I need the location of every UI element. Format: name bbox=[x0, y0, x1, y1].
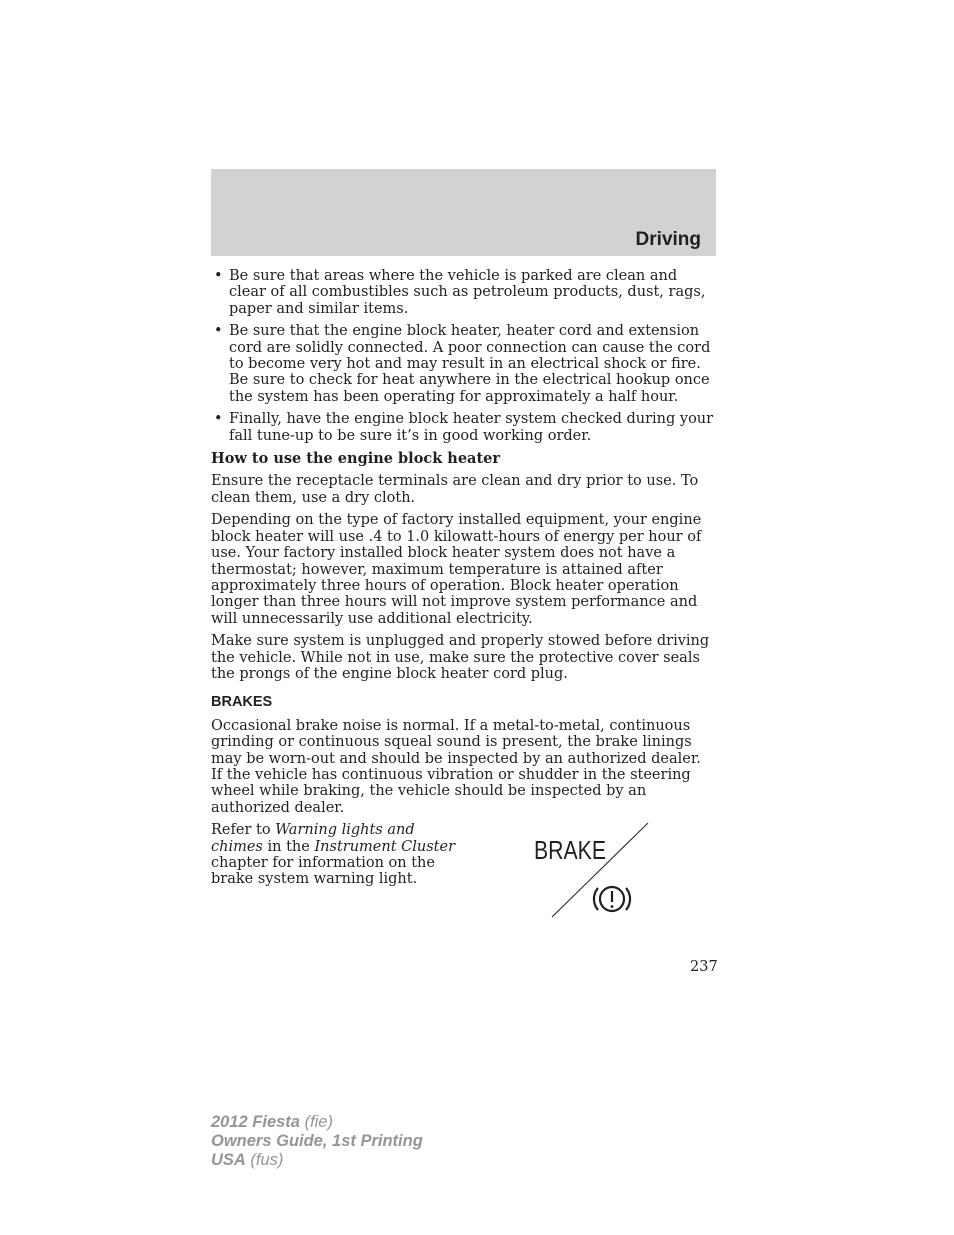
page-number: 237 bbox=[690, 959, 718, 975]
brake-label: BRAKE bbox=[534, 835, 606, 865]
paragraph: Depending on the type of factory installed equipment, your engine block heater will use .4 to 1.0 kilowatt-hours of energy per hour of use. Your factory installed block heater system does not have a thermostat; however, maximum temperature is attained after approximately three hours of operation. Block heater operation longer than three hours will not improve system performance and will unnecessarily use additional electricity. bbox=[211, 512, 702, 627]
header-band bbox=[211, 169, 716, 256]
section-title: Driving bbox=[635, 229, 701, 250]
list-item bbox=[211, 411, 716, 444]
paragraph: Make sure system is unplugged and properly stowed before driving the vehicle. While not in use, make sure the protective cover seals the prongs of the engine block heater cord plug. bbox=[211, 633, 710, 682]
footer-line bbox=[211, 1113, 423, 1132]
page-content bbox=[211, 268, 716, 894]
footer-edition: Owners Guide, 1st Printing bbox=[211, 1132, 423, 1150]
list-item bbox=[211, 323, 716, 405]
refer-text: Refer to bbox=[211, 822, 276, 839]
footer-code: (fie) bbox=[299, 1113, 333, 1131]
bullet-marker: • bbox=[214, 268, 223, 284]
refer-paragraph bbox=[211, 822, 466, 888]
list-item-text: Finally, have the engine block heater system checked during your fall tune-up to be sure it’s in good working order. bbox=[229, 411, 714, 444]
list-item bbox=[211, 268, 716, 317]
refer-text: chapter for information on the brake system warning light. bbox=[211, 855, 435, 888]
footer-code: (fus) bbox=[245, 1151, 284, 1169]
brakes-paragraph: Occasional brake noise is normal. If a metal-to-metal, continuous grinding or continuous squeal sound is present, the brake linings may be worn-out and should be inspected by an authorized dealer. If the vehicle has continuous vibration or shudder in the steering wheel while braking, the vehicle should be inspected by an authorized dealer. bbox=[211, 717, 701, 816]
footer bbox=[211, 1113, 423, 1170]
footer-model: 2012 Fiesta bbox=[211, 1113, 300, 1131]
footer-market: USA bbox=[211, 1151, 246, 1169]
footer-line bbox=[211, 1151, 423, 1170]
refer-text: in the bbox=[262, 838, 315, 855]
refer-link-instrument-cluster: Instrument Cluster bbox=[314, 838, 455, 855]
brake-warning-graphic bbox=[530, 820, 650, 920]
list-item-text: Be sure that areas where the vehicle is parked are clean and clear of all combustibles such as petroleum products, dust, rags, paper and similar items. bbox=[229, 268, 706, 317]
brake-warning-icon bbox=[594, 887, 630, 911]
list-item-text: Be sure that the engine block heater, heater cord and extension cord are solidly connected. A poor connection can cause the cord to become very hot and may result in an electrical shock or fire. Be sure to check for heat anywhere in the electrical hookup once the system has been operating for approximately a half hour. bbox=[229, 323, 711, 405]
refer-link-warning-lights: Warning lights and chimes bbox=[211, 822, 415, 855]
bullet-list bbox=[211, 268, 716, 444]
paragraph: Ensure the receptacle terminals are clean and dry prior to use. To clean them, use a dry cloth. bbox=[211, 473, 699, 506]
bullet-marker: • bbox=[214, 323, 223, 340]
bullet-marker: • bbox=[214, 411, 223, 428]
how-to-heading: How to use the engine block heater bbox=[211, 450, 501, 468]
brakes-heading: BRAKES bbox=[211, 694, 273, 711]
